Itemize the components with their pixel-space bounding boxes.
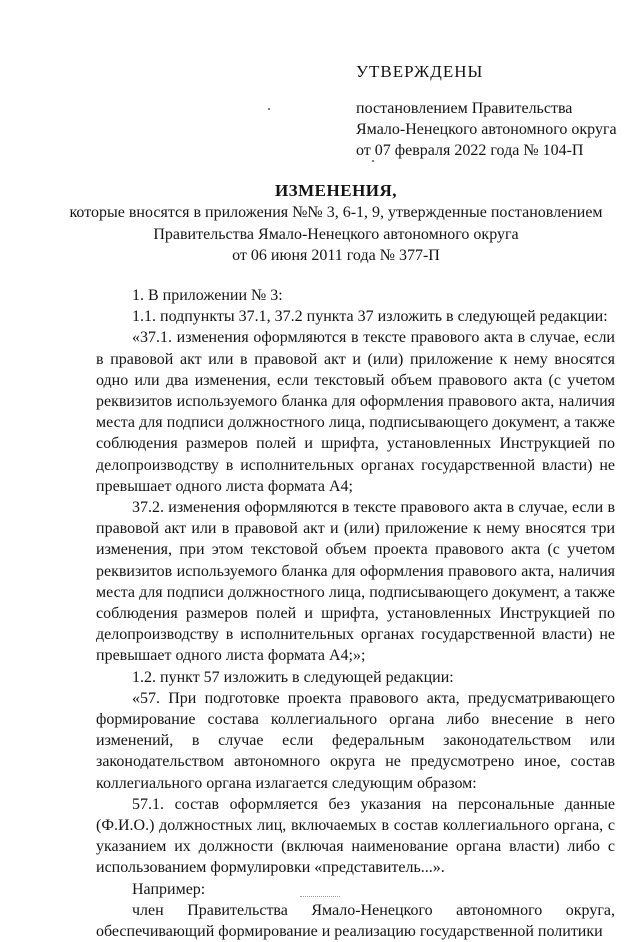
paragraph: член Правительства Ямало-Ненецкого автономного округа, обеспечивающий формирование и реализацию государственной политики: [96, 901, 615, 941]
heading-title: ИЗМЕНЕНИЯ,: [274, 181, 398, 200]
document-heading: [60, 180, 612, 267]
paragraph: 1.1. подпункты 37.1, 37.2 пункта 37 изложить в следующей редакции:: [132, 308, 608, 326]
approval-block: [356, 60, 626, 161]
scan-speck: [268, 108, 270, 110]
paragraph: 37.2. изменения оформляются в тексте правового акта в случае, если в правовой акт или в правовой акт и (или) приложение к нему вносятся три изменения, при этом текстовой объем проекта правового акта (с учетом реквизитов используемого бланка для оформления правового акта, наличия места для подписи должностного лица, подписывающего документ, а также соблюдения размеров полей и шрифта, установленных Инструкцией по делопроизводству в исполнительных органах государственной власти) не превышает одного листа формата А4;»;: [96, 499, 615, 665]
paragraph: 1.2. пункт 57 изложить в следующей редакции:: [132, 668, 454, 686]
paragraph: «57. При подготовке проекта правового акта, предусматривающего формирование состава коллегиального органа либо внесение в него изменений, в случае если федеральным законодательством или законодательством автономного округа не предусмотрено иное, состав коллегиального органа излагается следующим образом:: [96, 689, 615, 792]
heading-line: которые вносятся в приложения №№ 3, 6-1, 9, утвержденные постановлением: [69, 204, 603, 221]
paragraph: Например:: [132, 880, 206, 898]
approval-line: от 07 февраля 2022 года № 104-П: [356, 142, 584, 159]
approval-title: УТВЕРЖДЕНЫ: [356, 62, 484, 81]
approval-line: постановлением Правительства: [356, 100, 573, 117]
scan-speck: [372, 160, 374, 162]
paragraph: 57.1. состав оформляется без указания на персональные данные (Ф.И.О.) должностных лиц, включаемых в состав коллегиального органа, с указанием их должности (включая наименование органа власти) либо с использованием формулировки «представитель...».: [96, 795, 615, 877]
scan-mark: [300, 896, 340, 899]
heading-line: от 06 июня 2011 года № 377-П: [232, 247, 440, 264]
paragraph: «37.1. изменения оформляются в тексте правового акта в случае, если в правовой акт или в правовой акт и (или) приложение к нему вносятся одно или два изменения, если текстовый объем правового акта (с учетом реквизитов используемого бланка для оформления правового акта, наличия места для подписи должностного лица, подписывающего документ, а также соблюдения размеров полей и шрифта, установленных Инструкцией по делопроизводству в исполнительных органах государственной власти) не превышает одного листа формата А4;: [96, 329, 615, 495]
approval-line: Ямало-Ненецкого автономного округа: [356, 121, 617, 138]
document-body: [96, 285, 615, 942]
paragraph: 1. В приложении № 3:: [132, 287, 283, 304]
heading-line: Правительства Ямало-Ненецкого автономного округа: [153, 225, 519, 243]
